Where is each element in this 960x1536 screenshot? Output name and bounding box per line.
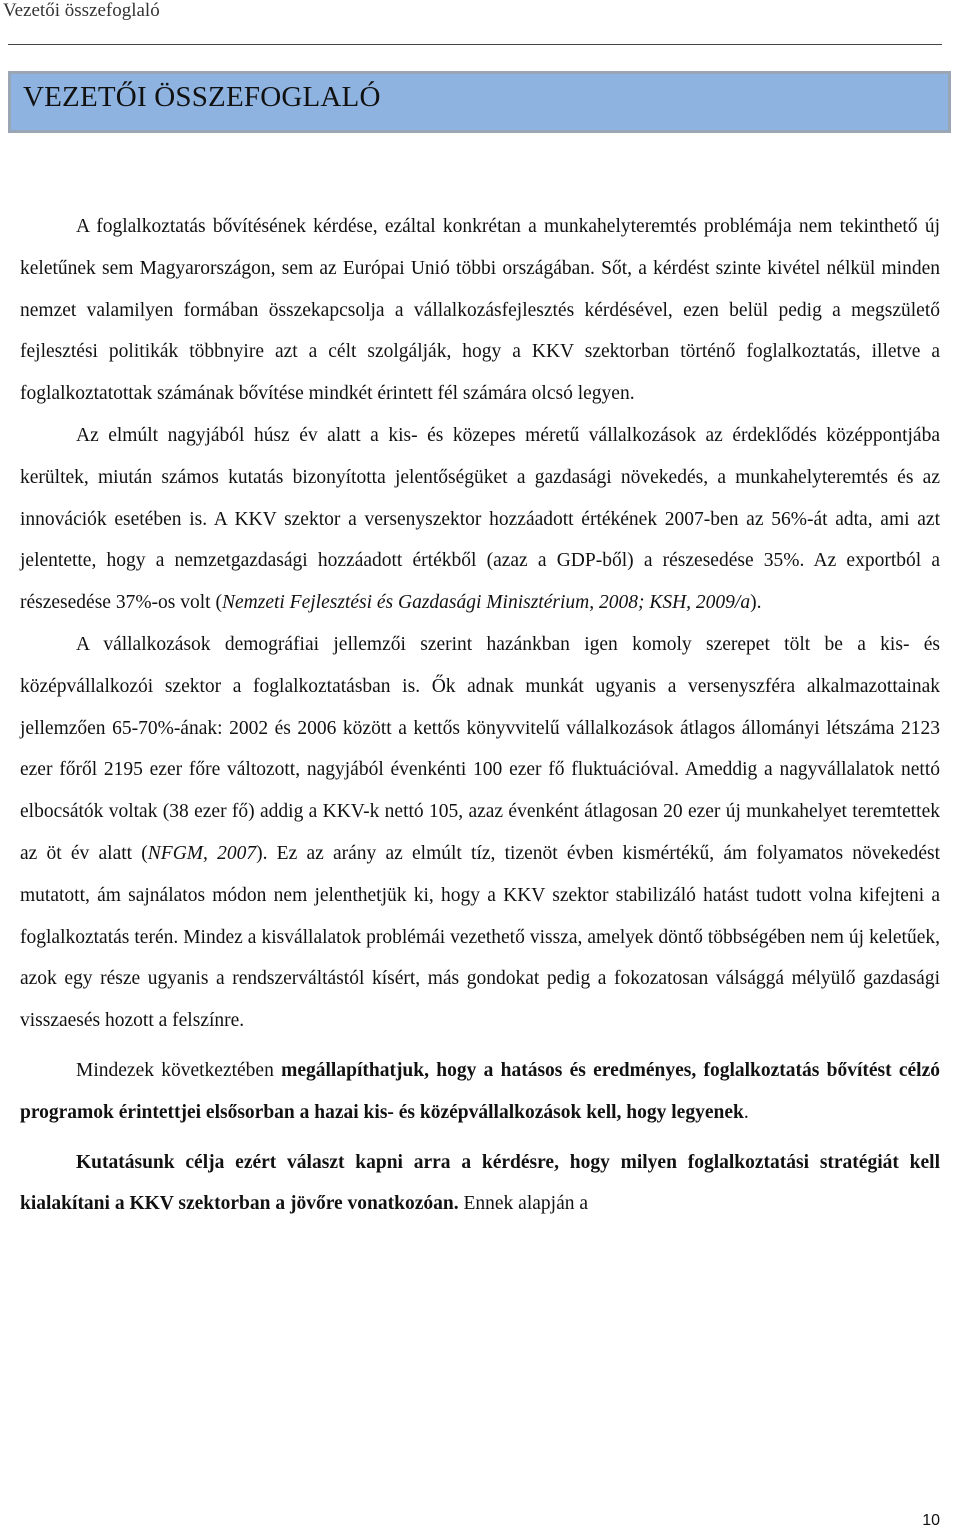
- section-title: VEZETŐI ÖSSZEFOGLALÓ: [23, 81, 381, 113]
- paragraph-4-lead: Mindezek következtében: [76, 1059, 282, 1081]
- paragraph-2-end: ).: [750, 592, 762, 614]
- page-number: 10: [922, 1512, 940, 1529]
- header-rule: [8, 44, 942, 45]
- paragraph-3-end: ). Ez az arány az elmúlt tíz, tizenöt évben kismértékű, ám folyamatos növekedést mutatott, ám sajnálatos módon nem jelenthetjük ki, hogy a KKV szektor stabilizáló hatást tudott volna kifejteni a foglalkoztatás terén. Mindez a kisvállalatok problémái vezethető vissza, amelyek döntő többségében nem új keletűek, azok egy része ugyanis a rendszerváltástól kísért, más gondokat pedig a fokozatosan válsággá mélyülő gazdasági visszaesés hozott a felszínre.: [20, 842, 940, 1032]
- paragraph-4: [20, 1050, 940, 1134]
- paragraph-2: [20, 415, 940, 624]
- paragraph-3-citation: NFGM, 2007: [147, 842, 257, 864]
- section-title-box: [8, 71, 951, 133]
- paragraph-4-bold: megállapíthatjuk, hogy a hatásos és eredményes, foglalkoztatás bővítést célzó programok érintettjei elsősorban a hazai kis- és középvállalkozások kell, hogy legyenek: [20, 1059, 941, 1123]
- paragraph-2-citation: Nemzeti Fejlesztési és Gazdasági Minisztérium, 2008; KSH, 2009/a: [221, 592, 751, 614]
- paragraph-3: [20, 624, 940, 1042]
- paragraph-5: [20, 1142, 940, 1226]
- paragraph-2-text: Az elmúlt nagyjából húsz év alatt a kis- és közepes méretű vállalkozások az érdeklődés középpontjába kerültek, miután számos kutatás bizonyította jelentőségüket a gazdasági növekedés, a munkahelyteremtés és az innovációk esetében is. A KKV szektor a versenyszektor hozzáadott értékének 2007-ben az 56%-át adta, ami azt jelentette, hogy a nemzetgazdasági hozzáadott értékből (azaz a GDP-ből) a részesedése 35%. Az exportból a részesedése 37%-os volt (: [20, 424, 940, 614]
- paragraph-4-end: .: [743, 1101, 749, 1123]
- running-header-title: Vezetői összefoglaló: [3, 0, 160, 21]
- running-header: [0, 0, 960, 24]
- paragraph-3-text: A vállalkozások demográfiai jellemzői szerint hazánkban igen komoly szerepet tölt be a kis- és középvállalkozói szektor a foglalkoztatásban is. Ők adnak munkát ugyanis a versenyszféra alkalmazottainak jellemzően 65-70%-ának: 2002 és 2006 között a kettős könyvvitelű vállalkozások átlagos állományi létszáma 2123 ezer főről 2195 ezer főre változott, nagyjából évenkénti 100 ezer fő fluktuációval. Ameddig a nagyvállalatok nettó elbocsátók voltak (38 ezer fő) addig a KKV-k nettó 105, azaz évenként átlagosan 20 ezer új munkahelyet teremtettek az öt év alatt (: [20, 633, 940, 864]
- document-body: [20, 206, 940, 1225]
- paragraph-1: A foglalkoztatás bővítésének kérdése, ezáltal konkrétan a munkahelyteremtés problémája nem tekinthető új keletűnek sem Magyarországon, sem az Európai Unió többi országában. Sőt, a kérdést szinte kivétel nélkül minden nemzet valamilyen formában összekapcsolja a vállalkozásfejlesztés kérdésével, ezen belül pedig a megszülető fejlesztési politikák többnyire azt a célt szolgálják, hogy a KKV szektorban történő foglalkoztatás, illetve a foglalkoztatottak számának bővítése mindkét érintett fél számára olcsó legyen.: [20, 216, 940, 405]
- paragraph-5-bold: Kutatásunk célja ezért választ kapni arra a kérdésre, hogy milyen foglalkoztatási stratégiát kell kialakítani a KKV szektorban a jövőre vonatkozóan.: [20, 1151, 940, 1215]
- paragraph-5-end: Ennek alapján a: [458, 1193, 589, 1215]
